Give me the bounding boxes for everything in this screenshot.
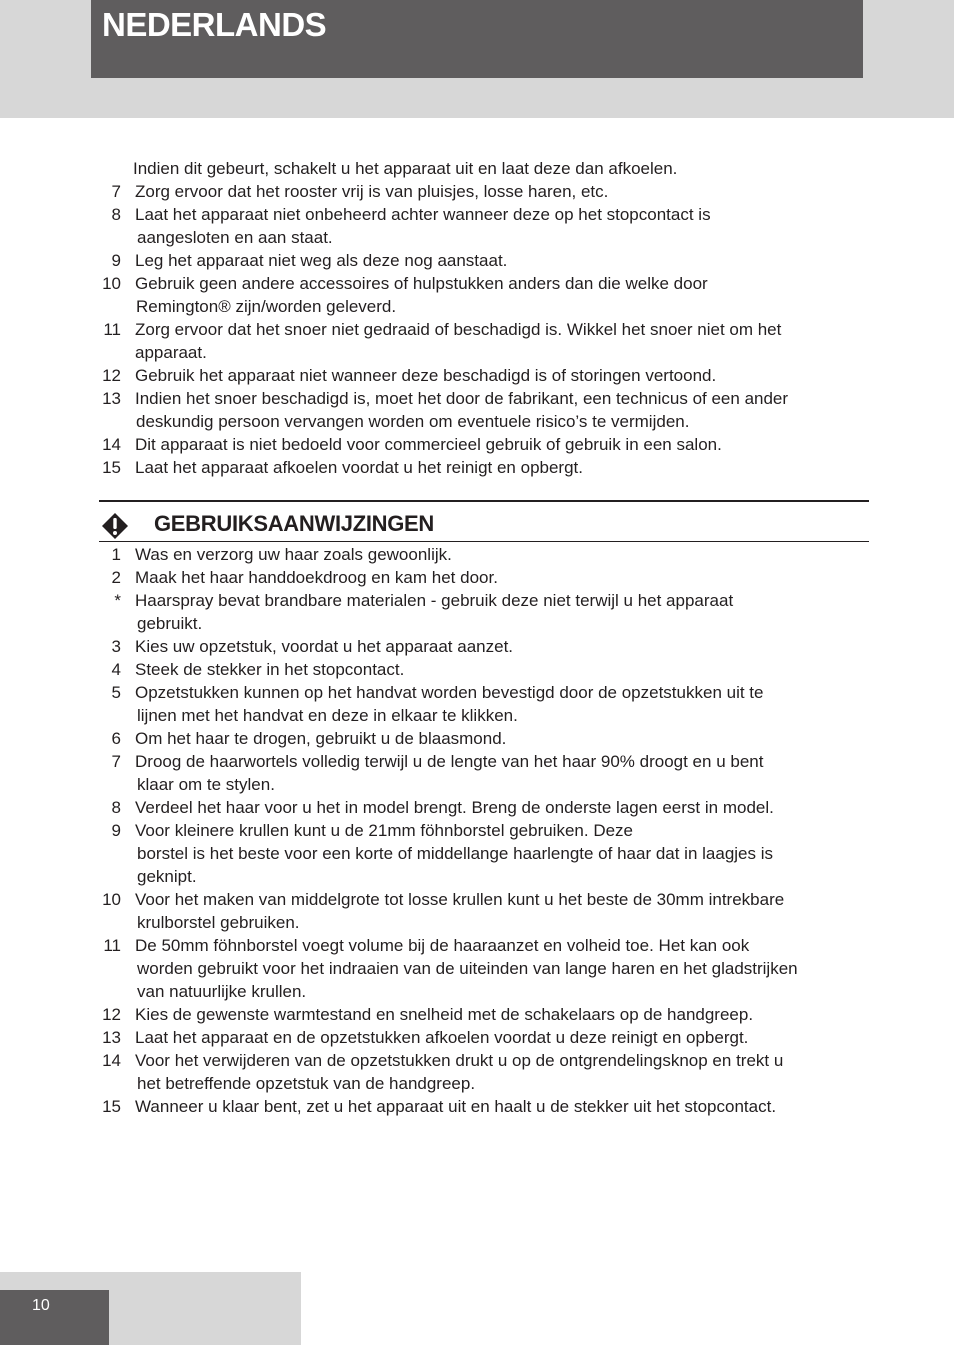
item-text bbox=[135, 681, 874, 727]
item-text-line: Laat het apparaat en de opzetstukken afkoelen voordat u deze reinigt en opbergt. bbox=[135, 1028, 749, 1047]
item-number: 15 bbox=[102, 458, 121, 477]
safety-lead-line: Indien dit gebeurt, schakelt u het apparaat uit en laat deze dan afkoelen. bbox=[133, 159, 678, 178]
item-text-line: gebruikt. bbox=[137, 614, 203, 633]
item-number: 7 bbox=[111, 182, 121, 201]
item-text bbox=[135, 456, 869, 479]
instructions-list bbox=[99, 543, 874, 1118]
list-item bbox=[99, 1049, 874, 1095]
item-text-line: Laat het apparaat niet onbeheerd achter wanneer deze op het stopcontact is bbox=[135, 205, 711, 224]
list-item bbox=[99, 318, 869, 364]
item-text bbox=[135, 934, 874, 1003]
item-text bbox=[135, 318, 869, 364]
item-text-line: Voor het verwijderen van de opzetstukken drukt u op de ontgrendelingsknop en trekt u bbox=[135, 1051, 784, 1070]
list-item bbox=[99, 387, 869, 433]
item-text bbox=[135, 819, 874, 888]
item-text bbox=[135, 433, 869, 456]
list-item bbox=[99, 364, 869, 387]
item-text-line: Leg het apparaat niet weg als deze nog aanstaat. bbox=[135, 251, 508, 270]
list-item bbox=[99, 819, 874, 888]
item-text-line: Remington® zijn/worden geleverd. bbox=[136, 297, 397, 316]
item-text-line: Laat het apparaat afkoelen voordat u het reinigt en opbergt. bbox=[135, 458, 583, 477]
item-number: 2 bbox=[111, 568, 121, 587]
item-text-line: Voor kleinere krullen kunt u de 21mm föhnborstel gebruiken. Deze bbox=[135, 821, 634, 840]
item-text-line: krulborstel gebruiken. bbox=[137, 913, 300, 932]
instructions-header bbox=[99, 500, 869, 542]
item-text-line: Haarspray bevat brandbare materialen - gebruik deze niet terwijl u het apparaat bbox=[135, 591, 734, 610]
list-item bbox=[99, 249, 869, 272]
item-text-line: aangesloten en aan staat. bbox=[137, 228, 333, 247]
item-text bbox=[135, 589, 874, 635]
item-text bbox=[135, 1095, 874, 1118]
item-number: 5 bbox=[111, 683, 121, 702]
page-number-box bbox=[0, 1290, 109, 1345]
item-number: 9 bbox=[111, 821, 121, 840]
item-number: 7 bbox=[111, 752, 121, 771]
item-number: 11 bbox=[103, 320, 121, 339]
page-title: NEDERLANDS bbox=[102, 6, 327, 43]
item-text-line: Was en verzorg uw haar zoals gewoonlijk. bbox=[135, 545, 452, 564]
item-text-line: het betreffende opzetstuk van de handgreep. bbox=[137, 1074, 476, 1093]
item-text-line: Kies uw opzetstuk, voordat u het apparaat aanzet. bbox=[135, 637, 514, 656]
page-number: 10 bbox=[32, 1297, 50, 1314]
item-text bbox=[135, 203, 869, 249]
safety-list bbox=[99, 157, 869, 479]
item-text-line: lijnen met het handvat en deze in elkaar te klikken. bbox=[137, 706, 518, 725]
item-text-line: geknipt. bbox=[137, 867, 197, 886]
item-text-line: De 50mm föhnborstel voegt volume bij de haaraanzet en volheid toe. Het kan ook bbox=[135, 936, 750, 955]
item-text bbox=[135, 364, 869, 387]
title-bar bbox=[91, 0, 863, 78]
item-text-line: borstel is het beste voor een korte of middellange haarlengte of haar dat in laagjes is bbox=[137, 844, 774, 863]
item-number: 8 bbox=[111, 205, 121, 224]
item-text bbox=[135, 796, 874, 819]
item-text-line: Voor het maken van middelgrote tot losse krullen kunt u het beste de 30mm intrekbare bbox=[135, 890, 785, 909]
list-item bbox=[99, 796, 874, 819]
item-text-line: Kies de gewenste warmtestand en snelheid met de schakelaars op de handgreep. bbox=[135, 1005, 754, 1024]
warning-diamond-icon bbox=[101, 512, 129, 540]
item-text bbox=[135, 180, 869, 203]
item-number: 4 bbox=[111, 660, 121, 679]
list-item bbox=[99, 750, 874, 796]
item-text bbox=[135, 658, 874, 681]
item-text-line: apparaat. bbox=[135, 343, 207, 362]
item-text bbox=[135, 1003, 874, 1026]
item-text-line: Indien het snoer beschadigd is, moet het door de fabrikant, een technicus of een ander bbox=[135, 389, 789, 408]
item-text-line: Steek de stekker in het stopcontact. bbox=[135, 660, 405, 679]
item-number: 10 bbox=[102, 890, 121, 909]
list-item bbox=[99, 888, 874, 934]
item-number: 12 bbox=[102, 1005, 121, 1024]
list-item bbox=[99, 566, 874, 589]
item-text-line: Maak het haar handdoekdroog en kam het door. bbox=[135, 568, 498, 587]
item-text-line: Gebruik het apparaat niet wanneer deze beschadigd is of storingen vertoond. bbox=[135, 366, 717, 385]
item-text-line: Droog de haarwortels volledig terwijl u de lengte van het haar 90% droogt en u bent bbox=[135, 752, 764, 771]
item-text bbox=[135, 566, 874, 589]
list-item bbox=[99, 681, 874, 727]
item-text-line: Zorg ervoor dat het rooster vrij is van pluisjes, losse haren, etc. bbox=[135, 182, 609, 201]
list-item bbox=[99, 658, 874, 681]
list-item bbox=[99, 1003, 874, 1026]
list-item bbox=[99, 456, 869, 479]
item-text bbox=[135, 727, 874, 750]
item-number: 15 bbox=[102, 1097, 121, 1116]
item-text-line: Wanneer u klaar bent, zet u het apparaat uit en haalt u de stekker uit het stopcontact. bbox=[135, 1097, 777, 1116]
item-text bbox=[135, 888, 874, 934]
item-text bbox=[135, 635, 874, 658]
list-item bbox=[99, 635, 874, 658]
item-text bbox=[135, 1049, 874, 1095]
item-text-line: Opzetstukken kunnen op het handvat worden bevestigd door de opzetstukken uit te bbox=[135, 683, 764, 702]
item-text bbox=[135, 750, 874, 796]
item-text bbox=[135, 1026, 874, 1049]
item-number: 14 bbox=[102, 1051, 121, 1070]
list-item bbox=[99, 272, 869, 318]
list-item bbox=[99, 589, 874, 635]
list-item bbox=[99, 433, 869, 456]
item-number: 9 bbox=[111, 251, 121, 270]
item-text bbox=[135, 543, 874, 566]
list-item bbox=[99, 1095, 874, 1118]
item-text-line: Gebruik geen andere accessoires of hulpstukken anders dan die welke door bbox=[135, 274, 708, 293]
item-text-line: deskundig persoon vervangen worden om eventuele risico’s te vermijden. bbox=[136, 412, 690, 431]
item-text-line: worden gebruikt voor het indraaien van de uiteinden van lange haren en het gladstrijken bbox=[137, 959, 798, 978]
list-item bbox=[99, 934, 874, 1003]
item-number: 1 bbox=[111, 545, 121, 564]
item-number: 12 bbox=[102, 366, 121, 385]
list-item bbox=[99, 543, 874, 566]
item-number: 10 bbox=[102, 274, 121, 293]
item-text bbox=[135, 249, 869, 272]
item-number: 6 bbox=[111, 729, 121, 748]
item-text-line: klaar om te stylen. bbox=[137, 775, 275, 794]
item-number: 3 bbox=[111, 637, 121, 656]
list-item bbox=[99, 180, 869, 203]
item-text-line: van natuurlijke krullen. bbox=[137, 982, 307, 1001]
item-text-line: Verdeel het haar voor u het in model brengt. Breng de onderste lagen eerst in model. bbox=[135, 798, 774, 817]
item-number: * bbox=[114, 591, 121, 610]
item-text bbox=[135, 272, 869, 318]
list-item bbox=[99, 1026, 874, 1049]
item-text-line: Zorg ervoor dat het snoer niet gedraaid of beschadigd is. Wikkel het snoer niet om het bbox=[135, 320, 782, 339]
item-number: 13 bbox=[102, 389, 121, 408]
instructions-title: GEBRUIKSAANWIJZINGEN bbox=[154, 511, 435, 536]
list-item bbox=[99, 203, 869, 249]
item-number: 11 bbox=[103, 936, 121, 955]
item-number: 13 bbox=[102, 1028, 121, 1047]
item-number: 8 bbox=[111, 798, 121, 817]
item-text-line: Om het haar te drogen, gebruikt u de blaasmond. bbox=[135, 729, 507, 748]
list-item bbox=[99, 727, 874, 750]
item-number: 14 bbox=[102, 435, 121, 454]
item-text bbox=[135, 387, 869, 433]
item-text-line: Dit apparaat is niet bedoeld voor commercieel gebruik of gebruik in een salon. bbox=[135, 435, 722, 454]
